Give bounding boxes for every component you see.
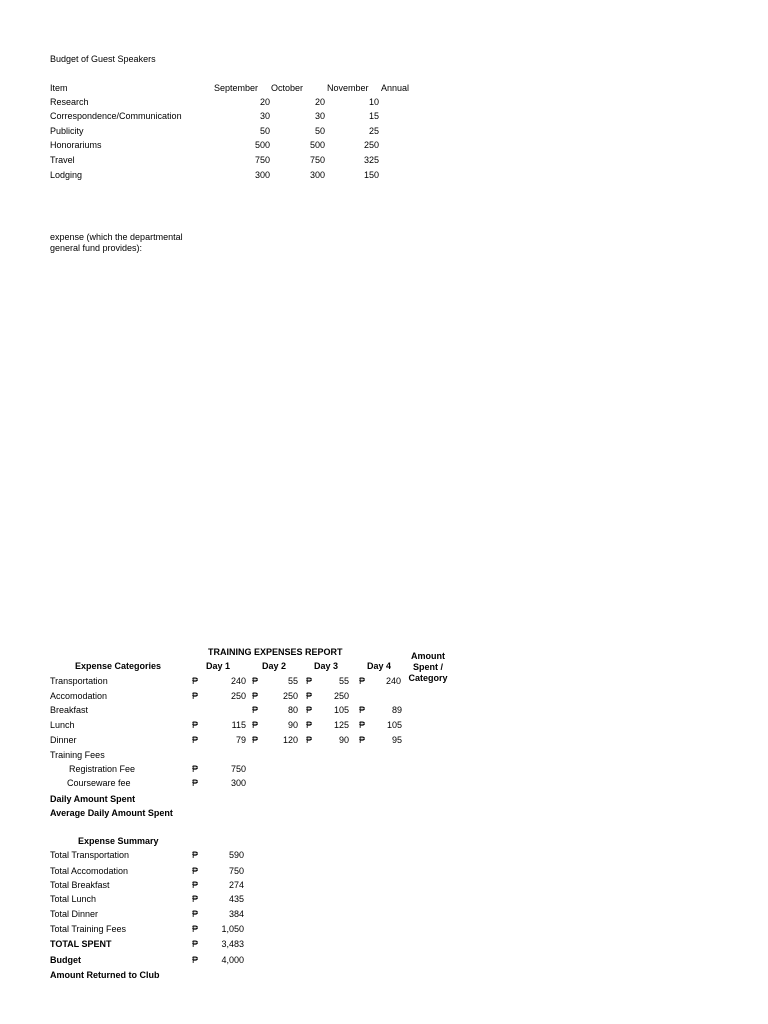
- budget-row-nov: 250: [363, 140, 379, 150]
- summary-row-label: Total Training Fees: [50, 924, 127, 934]
- peso-sign: ₱: [359, 705, 366, 715]
- expense-row-label: Lunch: [50, 720, 75, 730]
- budget-row-oct: 20: [314, 97, 325, 107]
- expense-summary-title: Expense Summary: [78, 836, 159, 846]
- budget-row-oct: 50: [314, 126, 325, 136]
- summary-row-label: Budget: [50, 955, 81, 965]
- expense-row-label: Accomodation: [50, 691, 108, 701]
- expense-day1: 240: [230, 676, 246, 686]
- peso-sign: ₱: [192, 909, 199, 919]
- budget-row-nov: 150: [363, 170, 379, 180]
- summary-row-label: Total Lunch: [50, 894, 97, 904]
- expense-day1: 79: [235, 735, 246, 745]
- summary-row-value: 274: [228, 880, 244, 890]
- budget-row-oct: 500: [309, 140, 325, 150]
- expense-day4: 240: [385, 676, 401, 686]
- peso-sign: ₱: [306, 705, 313, 715]
- summary-row-value: 3,483: [221, 939, 244, 949]
- peso-sign: ₱: [192, 691, 199, 701]
- peso-sign: ₱: [306, 691, 313, 701]
- peso-sign: ₱: [192, 939, 199, 949]
- expense-day4: 89: [391, 705, 402, 715]
- peso-sign: ₱: [306, 676, 313, 686]
- peso-sign: ₱: [359, 676, 366, 686]
- budget-row-sep: 300: [254, 170, 270, 180]
- day4-header: Day 4: [367, 661, 392, 671]
- budget-header-october: October: [271, 83, 304, 93]
- summary-row-value: 590: [228, 850, 244, 860]
- budget-note-line2: general fund provides):: [50, 243, 143, 253]
- expense-day1: 250: [230, 691, 246, 701]
- budget-row-nov: 15: [368, 111, 379, 121]
- expense-day1: 300: [230, 778, 246, 788]
- peso-sign: ₱: [359, 720, 366, 730]
- expense-day2: 90: [287, 720, 298, 730]
- peso-sign: ₱: [192, 850, 199, 860]
- peso-sign: ₱: [192, 764, 199, 774]
- average-daily-amount-spent-label: Average Daily Amount Spent: [50, 808, 173, 818]
- peso-sign: ₱: [192, 866, 199, 876]
- budget-row-item: Lodging: [50, 170, 83, 180]
- budget-row-sep: 50: [259, 126, 270, 136]
- budget-row-nov: 10: [368, 97, 379, 107]
- peso-sign: ₱: [192, 894, 199, 904]
- expense-categories-header: Expense Categories: [75, 661, 162, 671]
- expense-day2: 250: [282, 691, 298, 701]
- peso-sign: ₱: [192, 676, 199, 686]
- peso-sign: ₱: [192, 880, 199, 890]
- amount-header-line2: Spent /: [412, 662, 443, 672]
- peso-sign: ₱: [192, 720, 199, 730]
- peso-sign: ₱: [252, 691, 259, 701]
- budget-row-sep: 30: [259, 111, 270, 121]
- summary-row-value: 435: [228, 894, 244, 904]
- summary-row-label: Total Dinner: [50, 909, 99, 919]
- daily-amount-spent-label: Daily Amount Spent: [50, 794, 136, 804]
- peso-sign: ₱: [252, 720, 259, 730]
- amount-returned-label: Amount Returned to Club: [50, 970, 160, 980]
- peso-sign: ₱: [306, 720, 313, 730]
- peso-sign: ₱: [359, 735, 366, 745]
- training-title: TRAINING EXPENSES REPORT: [208, 647, 343, 657]
- budget-note-line1: expense (which the departmental: [50, 232, 183, 242]
- budget-row-item: Publicity: [50, 126, 84, 136]
- expense-day3: 125: [333, 720, 349, 730]
- summary-row-value: 750: [228, 866, 244, 876]
- budget-row-oct: 300: [309, 170, 325, 180]
- budget-row-item: Honorariums: [50, 140, 102, 150]
- expense-day3: 90: [338, 735, 349, 745]
- budget-row-nov: 325: [363, 155, 379, 165]
- peso-sign: ₱: [252, 735, 259, 745]
- expense-day4: 105: [386, 720, 402, 730]
- budget-row-oct: 30: [314, 111, 325, 121]
- budget-header-november: November: [327, 83, 369, 93]
- expense-row-label: Registration Fee: [69, 764, 136, 774]
- expense-row-label: Transportation: [50, 676, 108, 686]
- summary-row-label: TOTAL SPENT: [50, 939, 112, 949]
- peso-sign: ₱: [192, 778, 199, 788]
- summary-row-value: 384: [228, 909, 244, 919]
- budget-row-item: Research: [50, 97, 89, 107]
- expense-row-label: Breakfast: [50, 705, 89, 715]
- day2-header: Day 2: [262, 661, 287, 671]
- summary-row-value: 1,050: [221, 924, 244, 934]
- peso-sign: ₱: [192, 735, 199, 745]
- peso-sign: ₱: [192, 924, 199, 934]
- day1-header: Day 1: [206, 661, 231, 671]
- amount-header-line1: Amount: [411, 651, 445, 661]
- summary-row-label: Total Transportation: [50, 850, 130, 860]
- expense-day2: 120: [282, 735, 298, 745]
- expense-day3: 55: [338, 676, 349, 686]
- budget-header-september: September: [214, 83, 259, 93]
- expense-day3: 105: [333, 705, 349, 715]
- expense-day4: 95: [391, 735, 402, 745]
- budget-header-item: Item: [50, 83, 68, 93]
- summary-row-value: 4,000: [221, 955, 244, 965]
- budget-row-sep: 750: [254, 155, 270, 165]
- peso-sign: ₱: [252, 676, 259, 686]
- peso-sign: ₱: [306, 735, 313, 745]
- expense-row-label: Training Fees: [50, 750, 105, 760]
- budget-row-oct: 750: [309, 155, 325, 165]
- budget-header-annual: Annual: [381, 83, 410, 93]
- budget-row-sep: 20: [259, 97, 270, 107]
- peso-sign: ₱: [192, 955, 199, 965]
- peso-sign: ₱: [252, 705, 259, 715]
- expense-day3: 250: [333, 691, 349, 701]
- budget-row-nov: 25: [368, 126, 379, 136]
- budget-row-item: Travel: [50, 155, 75, 165]
- summary-row-label: Total Breakfast: [50, 880, 110, 890]
- budget-row-item: Correspondence/Communication: [50, 111, 182, 121]
- amount-header-line3: Category: [408, 673, 448, 683]
- expense-day2: 80: [287, 705, 298, 715]
- expense-day2: 55: [287, 676, 298, 686]
- day3-header: Day 3: [314, 661, 339, 671]
- expense-day1: 115: [231, 720, 246, 730]
- summary-row-label: Total Accomodation: [50, 866, 129, 876]
- expense-row-label: Dinner: [50, 735, 77, 745]
- expense-day1: 750: [230, 764, 246, 774]
- expense-row-label: Courseware fee: [67, 778, 131, 788]
- budget-title: Budget of Guest Speakers: [50, 54, 156, 64]
- budget-row-sep: 500: [254, 140, 270, 150]
